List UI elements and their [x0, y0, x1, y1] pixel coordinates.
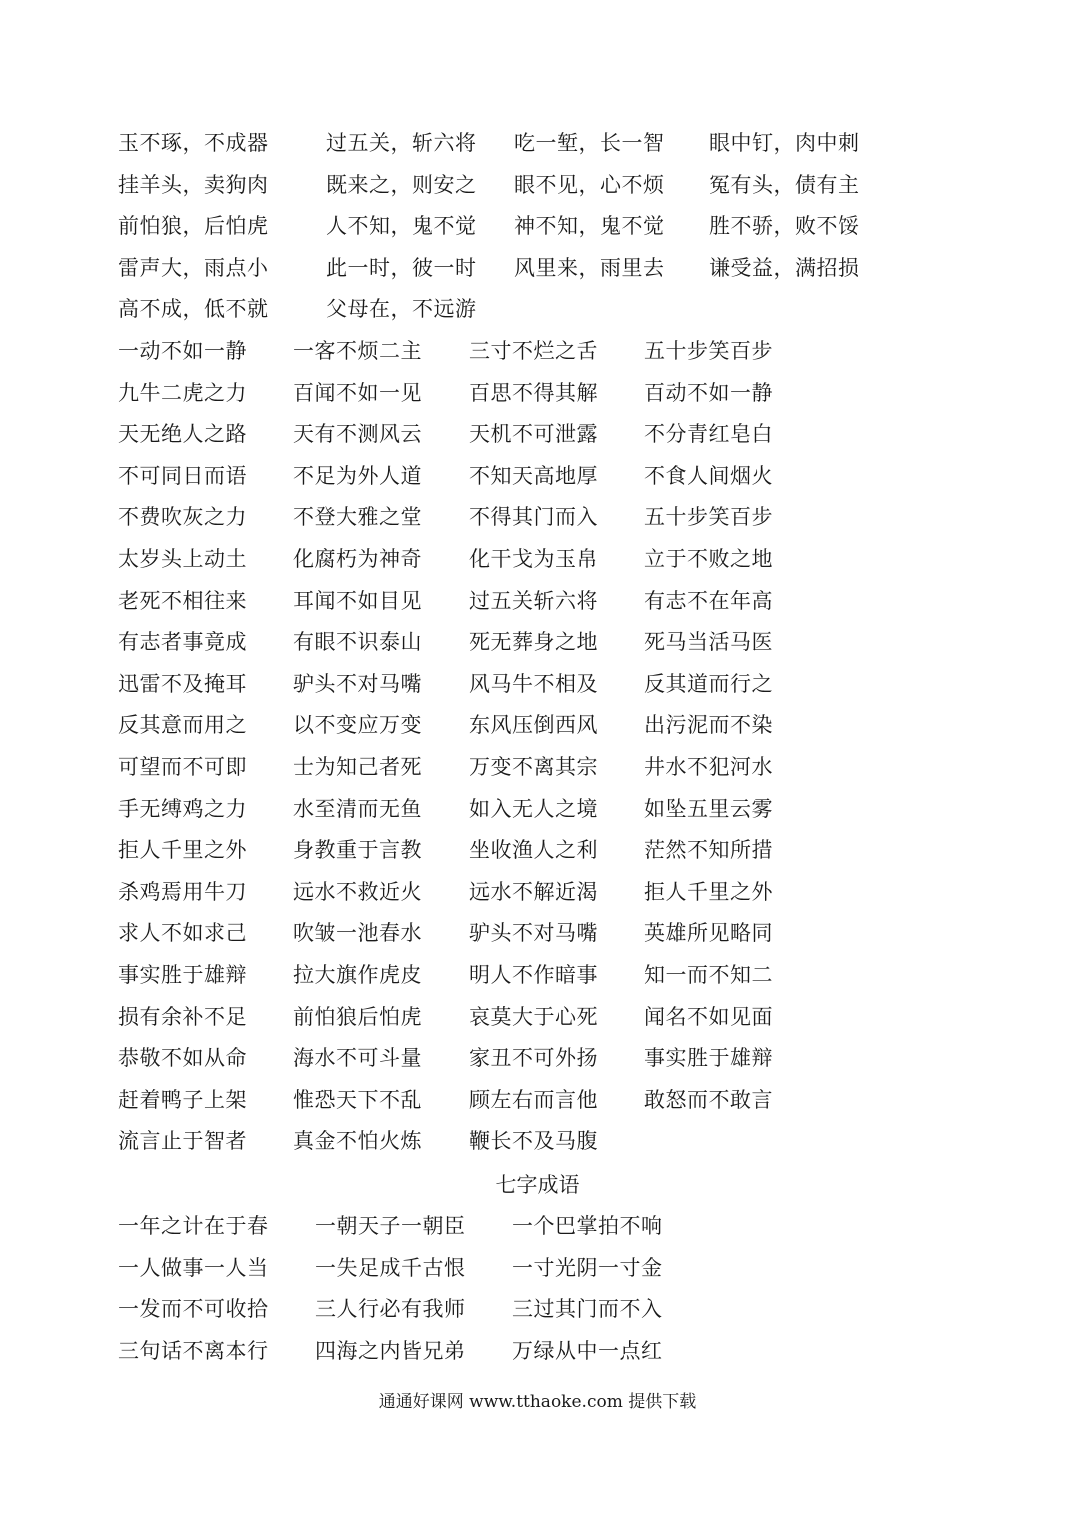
five-char-idiom: 流言止于智者	[118, 1129, 247, 1154]
five-char-idiom: 拒人千里之外	[644, 879, 773, 904]
five-char-row	[0, 417, 1075, 451]
five-char-idiom: 立于不败之地	[644, 547, 773, 571]
five-char-row	[0, 376, 1075, 410]
three-char-idiom: 人不知，鬼不觉	[326, 214, 477, 239]
five-char-idiom: 不足为外人道	[293, 463, 422, 488]
seven-char-idiom: 一寸光阴一寸金	[512, 1255, 663, 1280]
seven-char-idiom: 一朝天子一朝臣	[315, 1214, 466, 1238]
three-char-idiom: 胜不骄，败不馁	[709, 214, 860, 239]
seven-char-idiom: 三过其门而不入	[512, 1297, 663, 1322]
five-char-row	[0, 334, 1075, 368]
five-char-idiom: 太岁头上动土	[118, 547, 247, 571]
five-char-idiom: 哀莫大于心死	[469, 1004, 598, 1029]
five-char-idiom: 不费吹灰之力	[118, 505, 247, 530]
five-char-idiom: 不得其门而入	[469, 505, 598, 530]
page-footer: 通通好课网 www.tthaoke.com 提供下载	[378, 1392, 697, 1412]
five-char-idiom: 坐收渔人之利	[469, 838, 598, 863]
seven-char-idiom: 三句话不离本行	[118, 1338, 269, 1363]
three-char-row	[0, 292, 1075, 326]
five-char-idiom: 反其意而用之	[118, 713, 247, 738]
seven-char-row	[0, 1292, 1075, 1326]
five-char-idiom: 如坠五里云雾	[644, 796, 773, 821]
five-char-idiom: 东风压倒西风	[469, 713, 598, 738]
seven-char-idiom: 一发而不可收拾	[118, 1297, 269, 1322]
five-char-idiom: 有眼不识泰山	[293, 630, 422, 655]
three-char-idiom: 眼不见，心不烦	[514, 172, 665, 197]
five-char-idiom: 不食人间烟火	[644, 463, 773, 488]
three-char-idiom: 挂羊头，卖狗肉	[118, 172, 269, 197]
five-char-idiom: 迅雷不及掩耳	[118, 671, 247, 696]
five-char-idiom: 九牛二虎之力	[118, 380, 247, 405]
five-char-row	[0, 1041, 1075, 1075]
five-char-idiom: 求人不如求己	[118, 921, 247, 946]
five-char-idiom: 顾左右而言他	[469, 1087, 598, 1112]
five-char-idiom: 百动不如一静	[644, 380, 773, 405]
five-char-idiom: 耳闻不如目见	[293, 588, 422, 613]
five-char-idiom: 有志者事竟成	[118, 630, 247, 655]
five-char-row	[0, 833, 1075, 867]
five-char-idiom: 手无缚鸡之力	[118, 796, 247, 821]
five-char-idiom: 一客不烦二主	[293, 339, 422, 363]
five-char-idiom: 老死不相往来	[118, 588, 247, 613]
five-char-idiom: 出污泥而不染	[644, 713, 773, 738]
three-char-idiom: 雷声大，雨点小	[118, 255, 269, 280]
three-char-row	[0, 168, 1075, 202]
five-char-idiom: 水至清而无鱼	[293, 796, 422, 821]
five-char-row	[0, 459, 1075, 493]
five-char-idiom: 远水不解近渴	[469, 879, 598, 904]
seven-char-row	[0, 1334, 1075, 1368]
five-char-idiom: 敢怒而不敢言	[644, 1087, 773, 1112]
seven-char-idiom: 一年之计在于春	[118, 1214, 269, 1238]
seven-char-row	[0, 1251, 1075, 1285]
three-char-row	[0, 251, 1075, 285]
five-char-idiom: 闻名不如见面	[644, 1004, 773, 1029]
five-char-idiom: 吹皱一池春水	[293, 921, 422, 946]
five-char-idiom: 驴头不对马嘴	[469, 921, 598, 946]
five-char-idiom: 恭敬不如从命	[118, 1046, 247, 1071]
five-char-idiom: 死马当活马医	[644, 630, 773, 655]
three-char-idiom: 父母在，不远游	[326, 297, 477, 322]
five-char-idiom: 不分青红皂白	[644, 422, 773, 447]
five-char-idiom: 井水不犯河水	[644, 755, 773, 779]
five-char-idiom: 英雄所见略同	[644, 921, 773, 946]
three-char-row	[0, 126, 1075, 160]
five-char-row	[0, 750, 1075, 784]
five-char-idiom: 百闻不如一见	[293, 380, 422, 405]
three-char-idiom: 过五关，斩六将	[326, 131, 477, 155]
five-char-idiom: 拒人千里之外	[118, 838, 247, 863]
five-char-idiom: 化腐朽为神奇	[293, 547, 422, 571]
five-char-row	[0, 792, 1075, 826]
five-char-idiom: 家丑不可外扬	[469, 1046, 598, 1071]
five-char-row	[0, 542, 1075, 576]
five-char-idiom: 前怕狼后怕虎	[293, 1004, 422, 1029]
five-char-idiom: 远水不救近火	[293, 879, 422, 904]
three-char-idiom: 谦受益，满招损	[709, 255, 860, 280]
five-char-idiom: 身教重于言教	[293, 838, 422, 863]
five-char-idiom: 如入无人之境	[469, 796, 598, 821]
five-char-idiom: 五十步笑百步	[644, 505, 773, 530]
five-char-idiom: 天无绝人之路	[118, 422, 247, 447]
seven-char-idiom: 万绿从中一点红	[512, 1338, 663, 1363]
seven-char-idiom: 一个巴掌拍不响	[512, 1214, 663, 1238]
five-char-idiom: 死无葬身之地	[469, 630, 598, 655]
three-char-idiom: 前怕狼，后怕虎	[118, 214, 269, 239]
three-char-idiom: 风里来，雨里去	[514, 255, 665, 280]
five-char-idiom: 不登大雅之堂	[293, 505, 422, 530]
five-char-row	[0, 958, 1075, 992]
five-char-idiom: 万变不离其宗	[469, 755, 598, 779]
three-char-idiom: 高不成，低不就	[118, 297, 269, 322]
five-char-idiom: 化干戈为玉帛	[469, 547, 598, 571]
five-char-idiom: 损有余补不足	[118, 1004, 247, 1029]
five-char-idiom: 以不变应万变	[293, 713, 422, 738]
five-char-idiom: 士为知己者死	[293, 755, 422, 779]
five-char-row	[0, 708, 1075, 742]
three-char-idiom: 吃一堑，长一智	[514, 131, 665, 155]
five-char-idiom: 不知天高地厚	[469, 463, 598, 488]
seven-char-idiom: 四海之内皆兄弟	[315, 1338, 466, 1363]
five-char-idiom: 海水不可斗量	[293, 1046, 422, 1071]
seven-char-idiom-heading: 七字成语	[495, 1173, 580, 1197]
three-char-idiom: 眼中钉，肉中刺	[709, 131, 860, 155]
seven-char-idiom: 一人做事一人当	[118, 1255, 269, 1280]
five-char-idiom: 惟恐天下不乱	[293, 1087, 422, 1112]
five-char-idiom: 茫然不知所措	[644, 838, 773, 863]
five-char-idiom: 百思不得其解	[469, 380, 598, 405]
five-char-idiom: 事实胜于雄辩	[644, 1046, 773, 1071]
five-char-row	[0, 1124, 1075, 1158]
five-char-idiom: 驴头不对马嘴	[293, 671, 422, 696]
five-char-idiom: 五十步笑百步	[644, 339, 773, 363]
five-char-row	[0, 667, 1075, 701]
five-char-row	[0, 1000, 1075, 1034]
five-char-row	[0, 1083, 1075, 1117]
seven-char-idiom: 三人行必有我师	[315, 1297, 466, 1322]
five-char-idiom: 过五关斩六将	[469, 588, 598, 613]
five-char-idiom: 赶着鸭子上架	[118, 1087, 247, 1112]
seven-char-row	[0, 1209, 1075, 1243]
five-char-idiom: 天机不可泄露	[469, 422, 598, 447]
five-char-idiom: 拉大旗作虎皮	[293, 963, 422, 987]
three-char-row	[0, 209, 1075, 243]
three-char-idiom: 玉不琢，不成器	[118, 131, 269, 155]
five-char-row	[0, 916, 1075, 950]
three-char-idiom: 神不知，鬼不觉	[514, 214, 665, 239]
five-char-idiom: 一动不如一静	[118, 339, 247, 363]
five-char-row	[0, 584, 1075, 618]
five-char-idiom: 知一而不知二	[644, 963, 773, 987]
five-char-idiom: 事实胜于雄辩	[118, 963, 247, 987]
five-char-idiom: 天有不测风云	[293, 422, 422, 447]
five-char-row	[0, 625, 1075, 659]
five-char-idiom: 可望而不可即	[118, 755, 247, 779]
five-char-row	[0, 500, 1075, 534]
five-char-idiom: 真金不怕火炼	[293, 1129, 422, 1154]
seven-char-idiom: 一失足成千古恨	[315, 1255, 466, 1280]
three-char-idiom: 冤有头，债有主	[709, 172, 860, 197]
three-char-idiom: 此一时，彼一时	[326, 255, 477, 280]
five-char-idiom: 杀鸡焉用牛刀	[118, 879, 247, 904]
five-char-idiom: 风马牛不相及	[469, 671, 598, 696]
five-char-idiom: 不可同日而语	[118, 463, 247, 488]
five-char-row	[0, 875, 1075, 909]
five-char-idiom: 有志不在年高	[644, 588, 773, 613]
five-char-idiom: 鞭长不及马腹	[469, 1129, 598, 1154]
five-char-idiom: 反其道而行之	[644, 671, 773, 696]
five-char-idiom: 三寸不烂之舌	[469, 339, 598, 363]
three-char-idiom: 既来之，则安之	[326, 172, 477, 197]
five-char-idiom: 明人不作暗事	[469, 963, 598, 987]
